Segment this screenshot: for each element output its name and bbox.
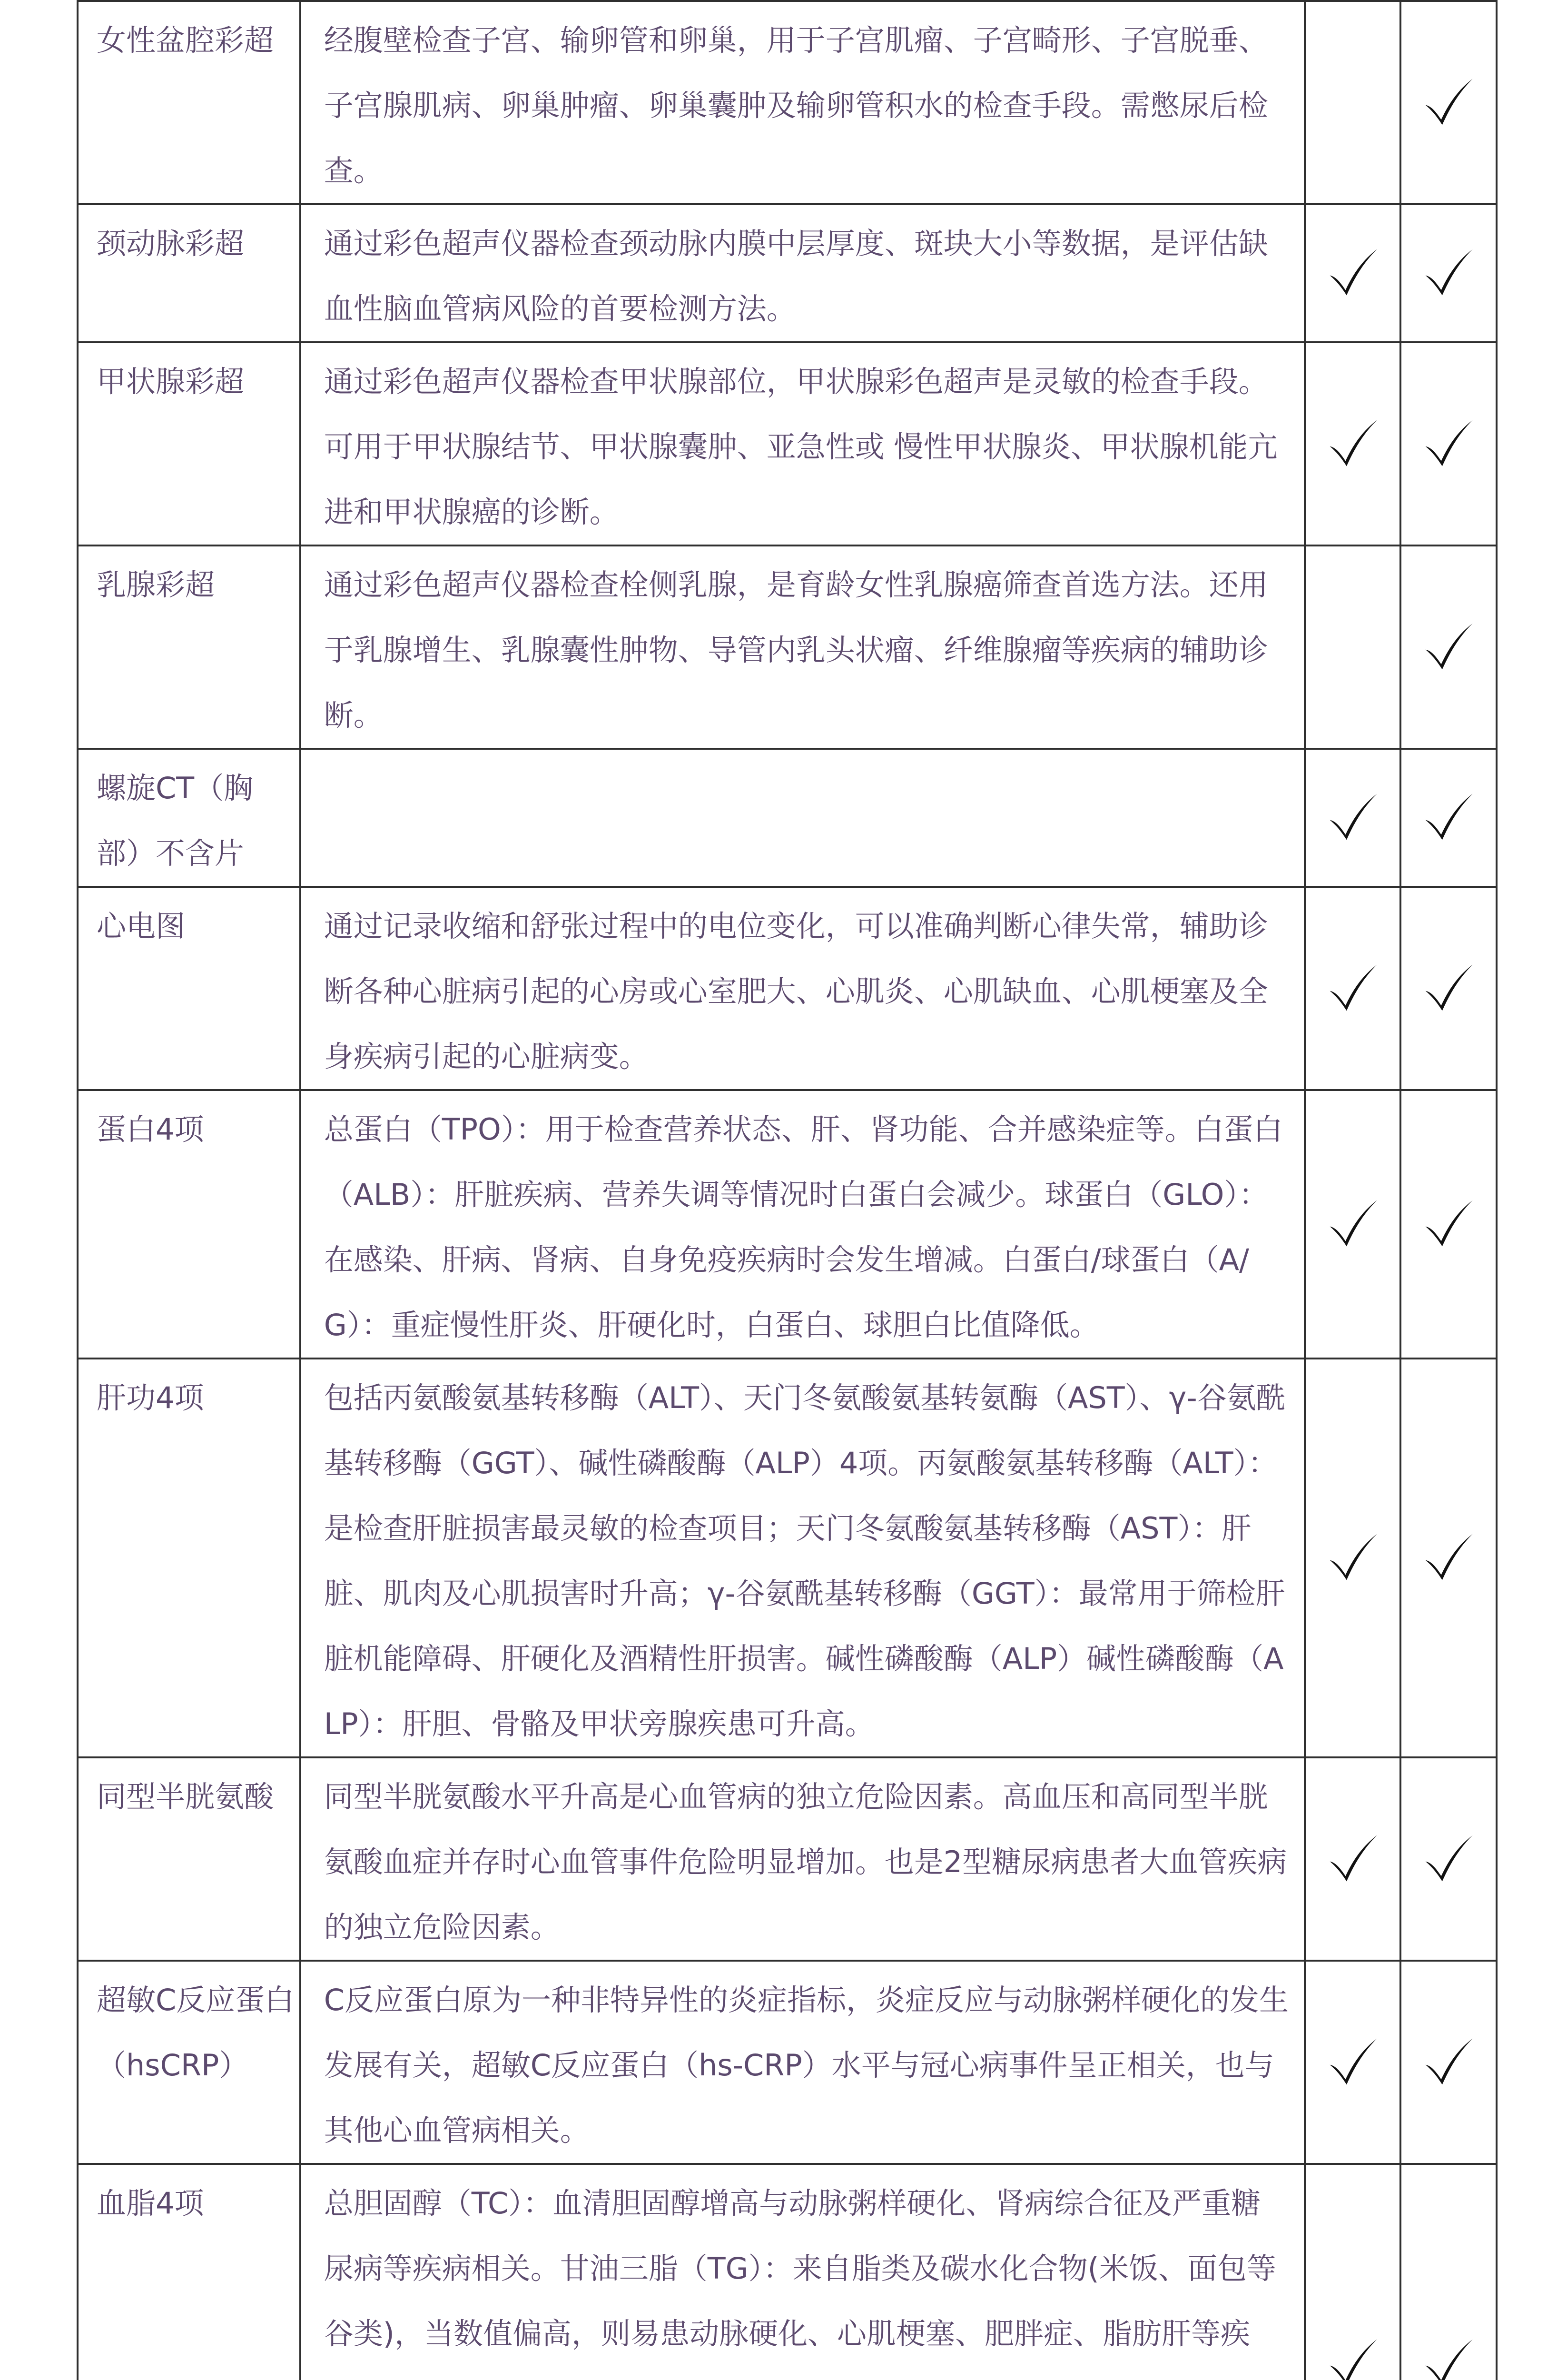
exam-item-name: 心电图 xyxy=(78,887,300,1090)
check-mark-icon xyxy=(1422,2035,1475,2088)
check-mark-icon xyxy=(1422,1531,1475,1583)
package-b-cell xyxy=(1400,1,1497,204)
exam-item-name: 血脂4项 xyxy=(78,2164,300,2380)
check-mark-icon xyxy=(1327,791,1379,843)
exam-item-name: 肝功4项 xyxy=(78,1359,300,1757)
exam-item-description: 通过彩色超声仪器检查栓侧乳腺，是育龄女性乳腺癌筛查首选方法。还用于乳腺增生、乳腺囊性肿物、导管内乳头状瘤、纤维腺瘤等疾病的辅助诊断。 xyxy=(300,545,1305,749)
package-a-cell xyxy=(1305,1757,1401,1961)
table-row xyxy=(78,1,1497,204)
package-b-cell xyxy=(1400,1961,1497,2164)
check-mark-icon xyxy=(1422,1832,1475,1884)
check-mark-icon xyxy=(1422,76,1475,128)
exam-item-name: 螺旋CT（胸部）不含片 xyxy=(78,749,300,887)
exam-items-table xyxy=(77,0,1498,2380)
package-b-cell xyxy=(1400,2164,1497,2380)
exam-item-name: 甲状腺彩超 xyxy=(78,342,300,545)
package-a-cell xyxy=(1305,204,1401,342)
exam-item-description: 同型半胱氨酸水平升高是心血管病的独立危险因素。高血压和高同型半胱氨酸血症并存时心血管事件危险明显增加。也是2型糖尿病患者大血管疾病的独立危险因素。 xyxy=(300,1757,1305,1961)
exam-items-body xyxy=(78,1,1497,2380)
check-mark-icon xyxy=(1327,246,1379,298)
check-mark-icon xyxy=(1422,791,1475,843)
exam-item-description: 经腹壁检查子宫、输卵管和卵巢，用于子宫肌瘤、子宫畸形、子宫脱垂、子宫腺肌病、卵巢肿瘤、卵巢囊肿及输卵管积水的检查手段。需憋尿后检查。 xyxy=(300,1,1305,204)
exam-item-description: 通过彩色超声仪器检查甲状腺部位，甲状腺彩色超声是灵敏的检查手段。可用于甲状腺结节、甲状腺囊肿、亚急性或 慢性甲状腺炎、甲状腺机能亢进和甲状腺癌的诊断。 xyxy=(300,342,1305,545)
check-mark-icon xyxy=(1422,417,1475,469)
check-mark-icon xyxy=(1327,2035,1379,2088)
check-mark-icon xyxy=(1422,620,1475,673)
check-mark-icon xyxy=(1422,246,1475,298)
check-mark-icon xyxy=(1327,417,1379,469)
check-mark-icon xyxy=(1422,2336,1475,2380)
package-a-cell xyxy=(1305,342,1401,545)
package-b-cell xyxy=(1400,1757,1497,1961)
exam-item-description: 总胆固醇（TC）：血清胆固醇增高与动脉粥样硬化、肾病综合征及严重糖尿病等疾病相关。甘油三脂（TG）：来自脂类及碳水化合物(米饭、面包等谷类)，当数值偏高，则易患动脉硬化、心肌梗塞、肥胖症、脂肪肝等疾 xyxy=(300,2164,1305,2380)
table-row xyxy=(78,1359,1497,1757)
table-row xyxy=(78,887,1497,1090)
table-row xyxy=(78,1090,1497,1359)
exam-item-name: 超敏C反应蛋白（hsCRP） xyxy=(78,1961,300,2164)
check-mark-icon xyxy=(1422,1197,1475,1250)
package-b-cell xyxy=(1400,749,1497,887)
table-row xyxy=(78,545,1497,749)
check-mark-icon xyxy=(1327,1832,1379,1884)
package-a-cell xyxy=(1305,887,1401,1090)
package-b-cell xyxy=(1400,342,1497,545)
table-row xyxy=(78,749,1497,887)
package-a-cell xyxy=(1305,1359,1401,1757)
exam-item-description xyxy=(300,749,1305,887)
exam-item-description: 包括丙氨酸氨基转移酶（ALT）、天门冬氨酸氨基转氨酶（AST）、γ-谷氨酰基转移酶（GGT）、碱性磷酸酶（ALP）4项。丙氨酸氨基转移酶（ALT）：是检查肝脏损害最灵敏的检查项目；天门冬氨酸氨基转移酶（AST）：肝脏、肌肉及心肌损害时升高；γ-谷氨酰基转移酶（GGT）：最常用于筛检肝脏机能障碍、肝硬化及酒精性肝损害。碱性磷酸酶（ALP）碱性磷酸酶（ALP）：肝胆、骨骼及甲状旁腺疾患可升高。 xyxy=(300,1359,1305,1757)
exam-item-description: C反应蛋白原为一种非特异性的炎症指标，炎症反应与动脉粥样硬化的发生发展有关，超敏C反应蛋白（hs-CRP）水平与冠心病事件呈正相关，也与其他心血管病相关。 xyxy=(300,1961,1305,2164)
check-mark-icon xyxy=(1327,962,1379,1014)
table-row xyxy=(78,1757,1497,1961)
package-a-cell xyxy=(1305,2164,1401,2380)
table-row xyxy=(78,1961,1497,2164)
check-mark-icon xyxy=(1422,962,1475,1014)
table-row xyxy=(78,2164,1497,2380)
package-a-cell xyxy=(1305,1,1401,204)
package-b-cell xyxy=(1400,545,1497,749)
table-row xyxy=(78,204,1497,342)
package-b-cell xyxy=(1400,204,1497,342)
package-a-cell xyxy=(1305,1090,1401,1359)
check-mark-icon xyxy=(1327,1531,1379,1583)
exam-item-name: 颈动脉彩超 xyxy=(78,204,300,342)
exam-item-name: 女性盆腔彩超 xyxy=(78,1,300,204)
package-a-cell xyxy=(1305,749,1401,887)
check-mark-icon xyxy=(1327,1197,1379,1250)
exam-item-name: 乳腺彩超 xyxy=(78,545,300,749)
exam-item-description: 通过彩色超声仪器检查颈动脉内膜中层厚度、斑块大小等数据，是评估缺血性脑血管病风险的首要检测方法。 xyxy=(300,204,1305,342)
exam-item-description: 总蛋白（TPO）：用于检查营养状态、肝、肾功能、合并感染症等。白蛋白（ALB）：肝脏疾病、营养失调等情况时白蛋白会减少。球蛋白（GLO）：在感染、肝病、肾病、自身免疫疾病时会发生增减。白蛋白/球蛋白（A/G）：重症慢性肝炎、肝硬化时，白蛋白、球胆白比值降低。 xyxy=(300,1090,1305,1359)
package-a-cell xyxy=(1305,545,1401,749)
package-a-cell xyxy=(1305,1961,1401,2164)
exam-item-name: 同型半胱氨酸 xyxy=(78,1757,300,1961)
package-b-cell xyxy=(1400,887,1497,1090)
exam-item-name: 蛋白4项 xyxy=(78,1090,300,1359)
package-b-cell xyxy=(1400,1359,1497,1757)
check-mark-icon xyxy=(1327,2336,1379,2380)
exam-item-description: 通过记录收缩和舒张过程中的电位变化，可以准确判断心律失常，辅助诊断各种心脏病引起的心房或心室肥大、心肌炎、心肌缺血、心肌梗塞及全身疾病引起的心脏病变。 xyxy=(300,887,1305,1090)
table-row xyxy=(78,342,1497,545)
package-b-cell xyxy=(1400,1090,1497,1359)
